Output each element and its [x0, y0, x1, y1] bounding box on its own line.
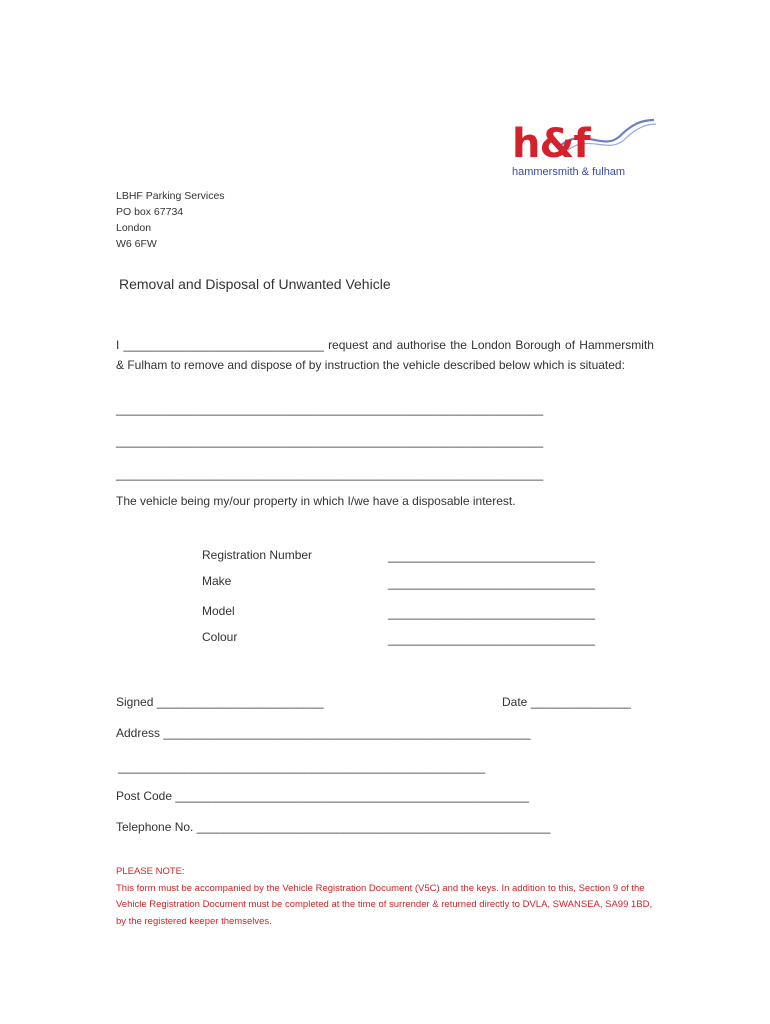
address-line: W6 6FW [116, 238, 157, 250]
registration-number-label: Registration Number [202, 548, 313, 562]
location-line-3[interactable]: ________________________________________________________________ [116, 467, 544, 481]
model-label: Model [202, 604, 235, 618]
make-blank[interactable]: _______________________________ [388, 576, 595, 590]
property-statement: The vehicle being my/our property in which I/we have a disposable interest. [116, 494, 516, 508]
signed-blank[interactable]: _________________________ [156, 695, 324, 709]
sender-address [116, 188, 225, 252]
make-label: Make [202, 574, 232, 588]
date-label: Date [502, 695, 528, 709]
address-line: LBHF Parking Services [116, 190, 225, 202]
date-blank[interactable]: _______________ [530, 695, 631, 709]
postcode-blank[interactable]: _____________________________________________________ [175, 789, 530, 803]
please-note [116, 864, 661, 930]
telephone-field [116, 820, 550, 834]
registration-number-blank[interactable]: _______________________________ [388, 549, 595, 563]
council-logo [508, 116, 658, 180]
intro-text: request and authorise the London Borough of Hammersmith & Fulham to remove and dispose of by instruction the vehicle described below which is situated: [116, 338, 654, 372]
address-line: PO box 67734 [116, 206, 184, 218]
logo-subtitle: hammersmith & fulham [512, 166, 626, 178]
telephone-label: Telephone No. [116, 820, 194, 834]
note-heading: PLEASE NOTE: [116, 866, 185, 877]
address-line-2[interactable]: _______________________________________________________ [118, 760, 486, 774]
postcode-label: Post Code [116, 789, 173, 803]
note-text: This form must be accompanied by the Vehicle Registration Document (V5C) and the keys. In addition to this, Section 9 of the Vehicle Registration Document must be completed at the time of surrender & returned directly to DVLA, SWANSEA, SA99 1BD, by the registered keeper themselves. [116, 882, 653, 927]
form-title: Removal and Disposal of Unwanted Vehicle [119, 276, 391, 292]
intro-prefix: I [116, 338, 120, 352]
logo-mark: h&f [512, 121, 590, 167]
colour-label: Colour [202, 630, 238, 644]
date-field [502, 695, 631, 709]
address-label: Address [116, 726, 161, 740]
location-line-1[interactable]: ________________________________________________________________ [116, 402, 544, 416]
telephone-blank[interactable]: _____________________________________________________ [196, 820, 551, 834]
address-blank[interactable]: _______________________________________________________ [163, 726, 531, 740]
signed-field [116, 695, 324, 709]
name-blank[interactable]: ______________________________ [123, 338, 324, 352]
location-line-2[interactable]: ________________________________________________________________ [116, 434, 544, 448]
signed-label: Signed [116, 695, 154, 709]
postcode-field [116, 789, 529, 803]
address-field [116, 726, 530, 740]
authorisation-paragraph [116, 336, 654, 375]
address-line: London [116, 222, 152, 234]
colour-blank[interactable]: _______________________________ [388, 632, 595, 646]
model-blank[interactable]: _______________________________ [388, 606, 595, 620]
